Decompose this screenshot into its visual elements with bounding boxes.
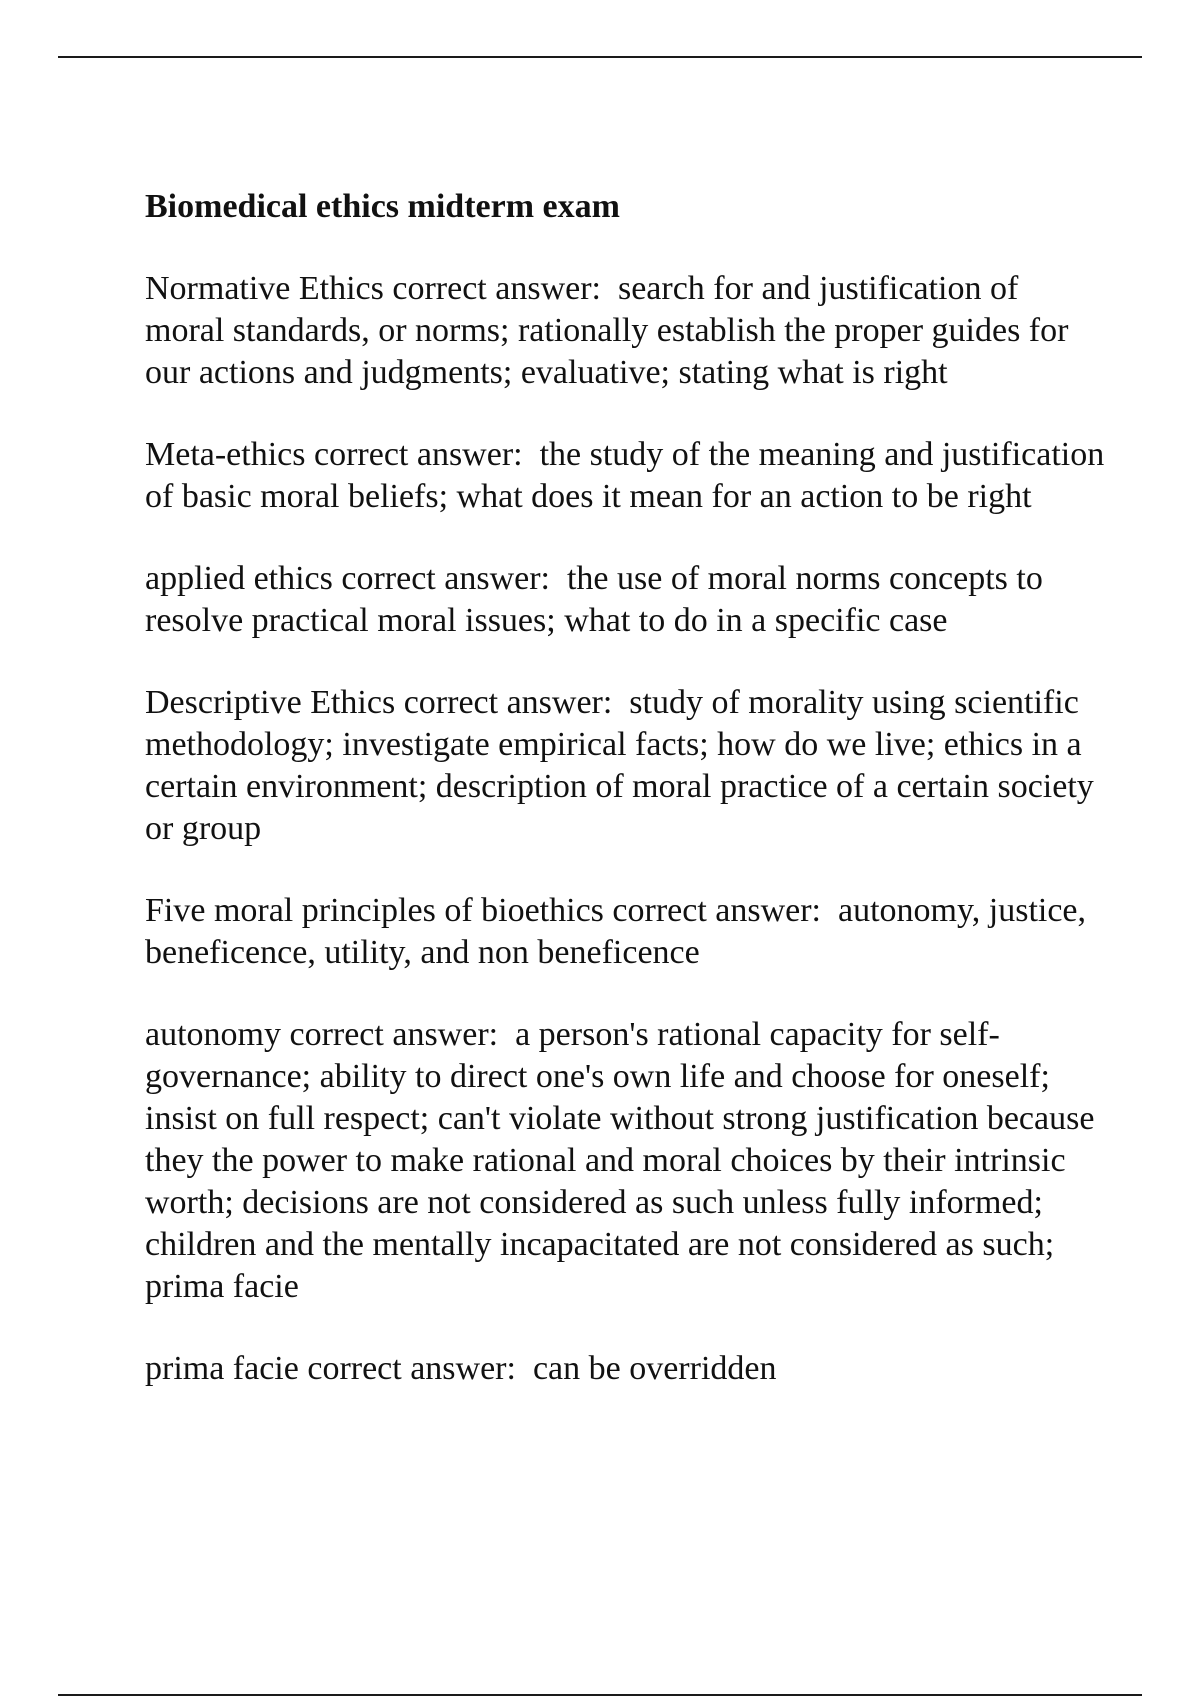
entry-five-moral-principles: Five moral principles of bioethics correct answer: autonomy, justice, beneficence, utility, and non beneficence [145, 892, 1095, 971]
top-rule [58, 56, 1142, 58]
document-title: Biomedical ethics midterm exam [145, 188, 620, 225]
entry-descriptive-ethics: Descriptive Ethics correct answer: study of morality using scientific methodology; investigate empirical facts; how do we live; ethics in a certain environment; description of moral practice of a certain society or group [145, 684, 1103, 847]
document-body [145, 186, 1113, 1430]
entry-normative-ethics: Normative Ethics correct answer: search for and justification of moral standards, or norms; rationally establish the proper guides for our actions and judgments; evaluative; stating what is right [145, 270, 1077, 391]
entry-autonomy: autonomy correct answer: a person's rational capacity for self-governance; ability to direct one's own life and choose for oneself; insist on full respect; can't violate without strong justification because they the power to make rational and moral choices by their intrinsic worth; decisions are not considered as such unless fully informed; children and the mentally incapacitated are not considered as such; prima facie [145, 1016, 1103, 1305]
entry-prima-facie: prima facie correct answer: can be overridden [145, 1350, 777, 1387]
entry-applied-ethics: applied ethics correct answer: the use of moral norms concepts to resolve practical moral issues; what to do in a specific case [145, 560, 1052, 639]
entry-meta-ethics: Meta-ethics correct answer: the study of the meaning and justification of basic moral beliefs; what does it mean for an action to be right [145, 436, 1113, 515]
bottom-rule [58, 1694, 1142, 1696]
